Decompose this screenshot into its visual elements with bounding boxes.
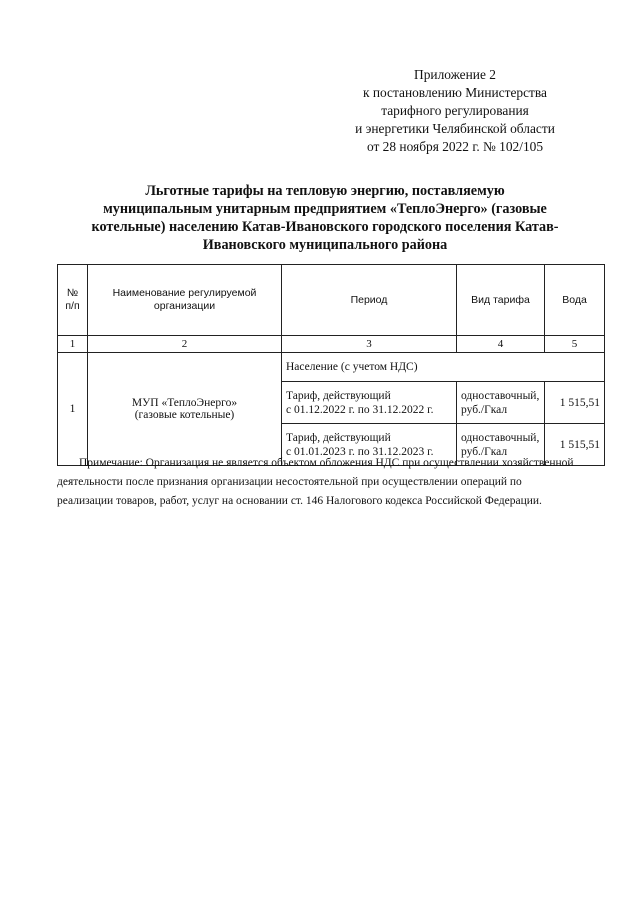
organization-name: МУП «ТеплоЭнерго» (газовые котельные) [88,353,282,466]
appendix-line: тарифного регулирования [381,103,529,118]
header-num: № п/п [58,265,88,336]
appendix-line: к постановлению Министерства [363,85,547,100]
header-organization: Наименование регулируемой организации [88,265,282,336]
note-line: реализации товаров, работ, услуг на основании ст. 146 Налогового кодекса Российской Федерации. [57,495,542,507]
column-number: 4 [457,336,545,353]
title-line: Ивановского муниципального района [202,237,448,253]
column-number: 2 [88,336,282,353]
column-number: 3 [282,336,457,353]
tariff-value: 1 515,51 [545,424,605,466]
column-number: 1 [58,336,88,353]
header-tariff-type: Вид тарифа [457,265,545,336]
document-title [70,182,580,254]
appendix-line: и энергетики Челябинской области [355,121,555,136]
appendix-line: от 28 ноября 2022 г. № 102/105 [366,139,544,154]
note-line: деятельности после признания организации несостоятельной при осуществлении операций по [57,476,522,488]
table-header-row [58,265,605,336]
tariff-period: Тариф, действующий с 01.01.2023 г. по 31.12.2023 г. [282,424,457,466]
tariff-period: Тариф, действующий с 01.12.2022 г. по 31.12.2022 г. [282,382,457,424]
appendix-header [330,66,580,156]
header-period: Период [282,265,457,336]
row-number: 1 [58,353,88,466]
tariff-value: 1 515,51 [545,382,605,424]
note-paragraph [57,454,601,511]
appendix-line: Приложение 2 [414,67,496,82]
note-line: Примечание: Организация не является объектом обложения НДС при осуществлении хозяйственной [79,457,574,469]
group-row [58,353,605,382]
tariff-type: одноставочный, руб./Гкал [457,382,545,424]
tariff-type: одноставочный, руб./Гкал [457,424,545,466]
group-label: Население (с учетом НДС) [282,353,605,382]
column-number: 5 [545,336,605,353]
title-line: муниципальным унитарным предприятием «ТеплоЭнерго» (газовые [103,201,547,217]
column-number-row [58,336,605,353]
header-water: Вода [545,265,605,336]
tariff-table [57,264,605,466]
title-line: котельные) населению Катав-Ивановского городского поселения Катав- [91,219,559,235]
title-line: Льготные тарифы на тепловую энергию, поставляемую [145,183,505,199]
